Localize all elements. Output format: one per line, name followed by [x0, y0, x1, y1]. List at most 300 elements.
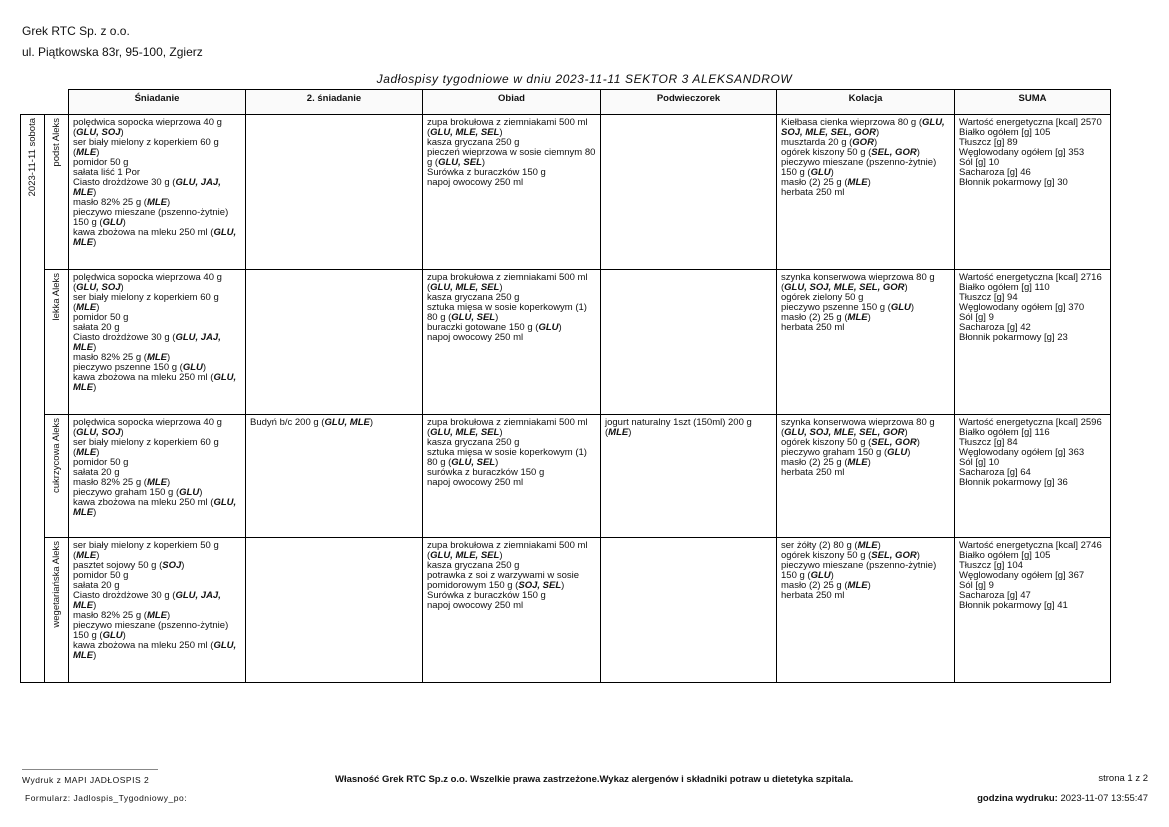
- menu-item-text: pieczywo mieszane (pszenno-żytnie) 150 g (: [781, 560, 937, 581]
- menu-item-line: [427, 601, 596, 611]
- diet-row: [21, 538, 1111, 683]
- menu-item-text: ): [93, 650, 97, 661]
- summary-cell: [955, 415, 1111, 538]
- allergen-code: MLE: [847, 580, 868, 591]
- menu-item-line: [427, 148, 596, 168]
- menu-item-text: ): [93, 382, 97, 393]
- menu-item-text: Tłuszcz [g] 84: [959, 437, 1018, 448]
- diet-row: [21, 415, 1111, 538]
- menu-item-text: ): [93, 187, 97, 198]
- menu-item-text: ogórek zielony 50 g: [781, 292, 864, 303]
- menu-item-text: ): [122, 217, 126, 228]
- menu-item-line: [73, 228, 241, 248]
- menu-item-text: ): [120, 127, 124, 138]
- menu-item-text: ): [96, 147, 100, 158]
- menu-item-text: szynka konserwowa wieprzowa 80 g (: [781, 417, 935, 438]
- diet-name-cell: [45, 115, 69, 270]
- diet-name: lekka Aleks: [50, 273, 62, 321]
- menu-item-text: ): [181, 560, 185, 571]
- meal-cell: [777, 538, 955, 683]
- menu-item-text: Sól [g] 10: [959, 457, 1000, 468]
- column-header-breakfast: Śniadanie: [69, 90, 246, 115]
- diet-name-cell: [45, 270, 69, 415]
- menu-item-text: ): [916, 550, 920, 561]
- menu-item-text: Wartość energetyczna [kcal] 2746: [959, 540, 1102, 551]
- menu-item-line: [959, 478, 1106, 488]
- column-header-lunch: Obiad: [423, 90, 601, 115]
- print-time-label: godzina wydruku:: [977, 793, 1058, 804]
- menu-item-text: pomidor 50 g: [73, 312, 129, 323]
- menu-item-text: masło 82% 25 g (: [73, 352, 147, 363]
- menu-item-text: ogórek kiszony 50 g (: [781, 437, 872, 448]
- menu-item-text: polędwica sopocka wieprzowa 40 g (: [73, 417, 222, 438]
- menu-item-text: Sacharoza [g] 46: [959, 167, 1031, 178]
- menu-item-text: ): [202, 362, 207, 373]
- menu-item-text: ): [904, 427, 908, 438]
- header-blank-date: [21, 90, 45, 115]
- meal-cell: [69, 115, 246, 270]
- menu-item-text: ): [93, 600, 97, 611]
- allergen-code: GLU, SOJ, MLE, SEL, GOR: [784, 282, 905, 293]
- allergen-code: MLE: [847, 312, 868, 323]
- menu-item-text: pieczeń wieprzowa w sosie ciemnym 80 g (: [427, 147, 596, 168]
- meal-cell: [246, 115, 423, 270]
- meal-cell: [246, 270, 423, 415]
- menu-item-text: kawa zbożowa na mleku 250 ml (: [73, 227, 214, 238]
- menu-item-text: Surówka z buraczków 150 g: [427, 590, 546, 601]
- menu-item-text: pieczywo graham 150 g (: [73, 487, 180, 498]
- meal-cell: [777, 270, 955, 415]
- meal-cell: [601, 270, 777, 415]
- menu-item-line: [781, 323, 950, 333]
- menu-item-text: ): [916, 147, 920, 158]
- allergen-code: MLE: [76, 302, 97, 313]
- menu-item-text: napoj owocowy 250 ml: [427, 177, 524, 188]
- menu-item-text: ): [873, 137, 878, 148]
- allergen-code: SEL, GOR: [871, 147, 917, 158]
- menu-item-text: ): [96, 550, 100, 561]
- menu-item-text: Białko ogółem [g] 110: [959, 282, 1050, 293]
- date-label: 2023-11-11 sobota: [26, 118, 38, 197]
- allergen-code: GLU: [182, 362, 203, 373]
- menu-item-text: Błonnik pokarmowy [g] 30: [959, 177, 1068, 188]
- menu-item-line: [427, 541, 596, 561]
- menu-item-text: sałata 20 g: [73, 580, 120, 591]
- menu-item-text: Sacharoza [g] 47: [959, 590, 1031, 601]
- menu-item-text: ): [910, 302, 915, 313]
- diet-name-cell: [45, 415, 69, 538]
- form-name: Formularz: Jadlospis_Tygodniowy_po:: [25, 793, 188, 803]
- menu-item-text: Sól [g] 9: [959, 580, 994, 591]
- meal-cell: [601, 538, 777, 683]
- allergen-code: GLU, SEL: [451, 457, 496, 468]
- menu-item-text: sałata liść 1 Por: [73, 167, 141, 178]
- allergen-code: MLE: [76, 147, 97, 158]
- menu-item-text: ): [495, 457, 499, 468]
- menu-item-text: ): [481, 157, 486, 168]
- allergen-code: GLU, SOJ: [76, 427, 121, 438]
- menu-item-text: pasztet sojowy 50 g (: [73, 560, 163, 571]
- menu-item-text: Ciasto drożdżowe 30 g (: [73, 177, 176, 188]
- summary-cell: [955, 538, 1111, 683]
- allergen-code: GLU, MLE, SEL: [430, 427, 500, 438]
- allergen-code: GLU, MLE, SEL: [430, 282, 500, 293]
- meal-cell: [423, 115, 601, 270]
- diet-name-cell: [45, 538, 69, 683]
- menu-item-text: Wartość energetyczna [kcal] 2716: [959, 272, 1102, 283]
- diet-name: podst Aleks: [50, 118, 62, 167]
- menu-item-line: [73, 641, 241, 661]
- menu-item-text: ): [904, 282, 908, 293]
- menu-item-text: sztuka mięsa w sosie koperkowym (1) 80 g (: [427, 447, 587, 468]
- allergen-code: MLE: [146, 477, 167, 488]
- menu-item-text: ): [867, 312, 871, 323]
- menu-item-line: [959, 333, 1106, 343]
- menu-item-text: ser żółty (2) 80 g (: [781, 540, 858, 551]
- menu-item-text: ): [628, 427, 632, 438]
- menu-item-text: masło (2) 25 g (: [781, 177, 848, 188]
- diet-name: wegetariańska Aleks: [50, 541, 62, 628]
- menu-item-text: jogurt naturalny 1szt (150ml) 200 g (: [605, 417, 752, 438]
- diet-row: [21, 270, 1111, 415]
- header-blank-diet: [45, 90, 69, 115]
- menu-item-line: [73, 208, 241, 228]
- meal-cell: [246, 538, 423, 683]
- allergen-code: MLE: [608, 427, 629, 438]
- menu-item-text: ): [876, 127, 880, 138]
- menu-item-text: Błonnik pokarmowy [g] 41: [959, 600, 1068, 611]
- menu-item-line: [427, 418, 596, 438]
- print-timestamp: [977, 793, 1148, 804]
- menu-item-text: Tłuszcz [g] 104: [959, 560, 1023, 571]
- menu-item-text: zupa brokułowa z ziemniakami 500 ml (: [427, 117, 588, 138]
- menu-item-text: ): [867, 457, 871, 468]
- menu-item-text: ser biały mielony z koperkiem 60 g (: [73, 292, 219, 313]
- meal-cell: [69, 415, 246, 538]
- menu-item-text: herbata 250 ml: [781, 187, 845, 198]
- menu-item-text: kasza gryczana 250 g: [427, 560, 520, 571]
- menu-item-line: [73, 293, 241, 313]
- allergen-code: GLU, SOJ, MLE, SEL, GOR: [781, 117, 945, 138]
- menu-item-line: [73, 333, 241, 353]
- menu-item-text: pieczywo pszenne 150 g (: [781, 302, 891, 313]
- menu-item-line: [427, 571, 596, 591]
- menu-item-text: ): [369, 417, 374, 428]
- menu-item-text: masło (2) 25 g (: [781, 457, 848, 468]
- allergen-code: GOR: [852, 137, 874, 148]
- menu-item-text: Sacharoza [g] 42: [959, 322, 1031, 333]
- menu-item-text: musztarda 20 g (: [781, 137, 853, 148]
- allergen-code: GLU: [890, 302, 911, 313]
- menu-item-text: masło 82% 25 g (: [73, 197, 147, 208]
- menu-item-text: Ciasto drożdżowe 30 g (: [73, 590, 176, 601]
- menu-item-text: ): [167, 352, 171, 363]
- column-header-row: [21, 90, 1111, 115]
- menu-item-text: zupa brokułowa z ziemniakami 500 ml (: [427, 272, 588, 293]
- menu-item-line: [73, 541, 241, 561]
- menu-item-text: ): [167, 610, 171, 621]
- menu-item-text: ): [499, 550, 503, 561]
- menu-item-line: [73, 373, 241, 393]
- column-header-second-breakfast: 2. śniadanie: [246, 90, 423, 115]
- menu-item-text: Sól [g] 10: [959, 157, 1000, 168]
- menu-item-text: potrawka z soi z warzywami w sosie pomidorowym 150 g (: [427, 570, 580, 591]
- menu-item-text: Błonnik pokarmowy [g] 36: [959, 477, 1068, 488]
- menu-item-text: ): [830, 167, 834, 178]
- page-number: strona 1 z 2: [1098, 773, 1148, 784]
- company-address: ul. Piątkowska 83r, 95-100, Zgierz: [22, 45, 203, 59]
- menu-item-text: Węglowodany ogółem [g] 370: [959, 302, 1085, 313]
- menu-item-text: ser biały mielony z koperkiem 50 g (: [73, 540, 219, 561]
- meal-cell: [777, 115, 955, 270]
- menu-item-line: [781, 158, 950, 178]
- menu-item-text: ): [199, 487, 203, 498]
- weekly-menu-table: [20, 89, 1111, 683]
- allergen-code: GLU, MLE: [73, 372, 237, 393]
- footer-rule: [22, 769, 158, 770]
- menu-item-text: Węglowodany ogółem [g] 353: [959, 147, 1085, 158]
- diet-name: cukrzycowa Aleks: [50, 418, 62, 493]
- menu-item-text: ): [499, 127, 503, 138]
- allergen-code: SOJ, SEL: [518, 580, 562, 591]
- column-header-sum: SUMA: [955, 90, 1111, 115]
- meal-cell: [69, 538, 246, 683]
- menu-item-text: ): [96, 447, 100, 458]
- menu-item-text: ): [93, 237, 97, 248]
- menu-item-text: Białko ogółem [g] 116: [959, 427, 1050, 438]
- menu-item-text: masło 82% 25 g (: [73, 477, 147, 488]
- allergen-code: MLE: [146, 610, 167, 621]
- menu-item-text: herbata 250 ml: [781, 590, 845, 601]
- allergen-code: GLU: [810, 167, 831, 178]
- menu-item-text: Węglowodany ogółem [g] 367: [959, 570, 1085, 581]
- menu-item-text: pieczywo graham 150 g (: [781, 447, 888, 458]
- company-name: Grek RTC Sp. z o.o.: [22, 24, 130, 38]
- date-cell: [21, 115, 45, 683]
- allergen-code: GLU: [179, 487, 200, 498]
- menu-item-text: pieczywo mieszane (pszenno-żytnie) 150 g (: [73, 207, 229, 228]
- menu-item-text: ): [907, 447, 911, 458]
- menu-item-text: ): [558, 322, 562, 333]
- allergen-code: GLU: [538, 322, 559, 333]
- menu-item-line: [427, 478, 596, 488]
- meal-cell: [423, 538, 601, 683]
- menu-item-text: ): [830, 570, 834, 581]
- allergen-code: MLE: [847, 457, 868, 468]
- menu-item-line: [73, 118, 241, 138]
- menu-item-text: kasza gryczana 250 g: [427, 292, 520, 303]
- menu-item-text: surówka z buraczków 150 g: [427, 467, 545, 478]
- menu-item-text: masło (2) 25 g (: [781, 312, 848, 323]
- menu-item-line: [427, 333, 596, 343]
- menu-item-text: Tłuszcz [g] 94: [959, 292, 1018, 303]
- allergen-code: GLU: [887, 447, 908, 458]
- menu-item-text: Budyń b/c 200 g (: [250, 417, 325, 428]
- menu-item-line: [781, 418, 950, 438]
- menu-item-line: [959, 601, 1106, 611]
- menu-item-text: ): [867, 580, 871, 591]
- menu-item-text: polędwica sopocka wieprzowa 40 g (: [73, 117, 222, 138]
- meal-cell: [246, 415, 423, 538]
- menu-item-line: [427, 118, 596, 138]
- print-source: Wydruk z MAPI JADŁOSPIS 2: [22, 775, 150, 785]
- menu-item-line: [427, 303, 596, 323]
- allergen-code: GLU, SOJ: [76, 282, 121, 293]
- meal-cell: [601, 115, 777, 270]
- menu-item-line: [73, 418, 241, 438]
- menu-item-line: [959, 178, 1106, 188]
- menu-item-text: ): [499, 282, 503, 293]
- menu-item-line: [73, 178, 241, 198]
- menu-item-text: ): [499, 427, 503, 438]
- menu-item-text: Białko ogółem [g] 105: [959, 127, 1051, 138]
- allergen-code: GLU, MLE: [73, 227, 237, 248]
- allergen-code: MLE: [76, 550, 97, 561]
- menu-item-text: Białko ogółem [g] 105: [959, 550, 1051, 561]
- menu-item-text: ): [167, 477, 171, 488]
- menu-item-text: ): [167, 197, 171, 208]
- rights-notice: Własność Grek RTC Sp.z o.o. Wszelkie prawa zastrzeżone.Wykaz alergenów i składniki potraw u dietetyka szpitala.: [335, 774, 854, 785]
- meal-cell: [601, 415, 777, 538]
- menu-item-text: ): [93, 342, 97, 353]
- menu-item-line: [73, 498, 241, 518]
- menu-item-line: [73, 138, 241, 158]
- allergen-code: GLU, JAJ, MLE: [73, 332, 221, 353]
- allergen-code: MLE: [146, 352, 167, 363]
- menu-item-line: [781, 591, 950, 601]
- menu-item-text: Wartość energetyczna [kcal] 2570: [959, 117, 1102, 128]
- menu-item-text: ): [561, 580, 565, 591]
- meal-cell: [423, 270, 601, 415]
- menu-item-text: sałata 20 g: [73, 467, 120, 478]
- menu-item-line: [781, 273, 950, 293]
- allergen-code: MLE: [847, 177, 868, 188]
- menu-item-text: polędwica sopocka wieprzowa 40 g (: [73, 272, 222, 293]
- allergen-code: GLU, MLE: [73, 640, 237, 661]
- allergen-code: SEL, GOR: [871, 437, 917, 448]
- menu-item-text: herbata 250 ml: [781, 322, 845, 333]
- allergen-code: GLU, MLE: [73, 497, 237, 518]
- menu-item-text: pieczywo mieszane (pszenno-żytnie) 150 g (: [73, 620, 229, 641]
- menu-item-text: pieczywo mieszane (pszenno-żytnie) 150 g (: [781, 157, 937, 178]
- menu-item-text: napoj owocowy 250 ml: [427, 600, 524, 611]
- allergen-code: GLU, SEL: [438, 157, 482, 168]
- menu-item-text: zupa brokułowa z ziemniakami 500 ml (: [427, 417, 588, 438]
- allergen-code: GLU, SOJ, MLE, SEL, GOR: [784, 427, 905, 438]
- menu-item-line: [250, 418, 418, 428]
- menu-item-text: sztuka mięsa w sosie koperkowym (1) 80 g (: [427, 302, 587, 323]
- menu-item-text: pomidor 50 g: [73, 457, 129, 468]
- menu-item-line: [781, 468, 950, 478]
- meal-cell: [69, 270, 246, 415]
- menu-item-text: Tłuszcz [g] 89: [959, 137, 1018, 148]
- menu-item-text: buraczki gotowane 150 g (: [427, 322, 539, 333]
- menu-item-text: Sól [g] 9: [959, 312, 994, 323]
- column-header-supper: Kolacja: [777, 90, 955, 115]
- menu-item-text: Wartość energetyczna [kcal] 2596: [959, 417, 1102, 428]
- menu-item-text: Ciasto drożdżowe 30 g (: [73, 332, 176, 343]
- menu-item-line: [427, 178, 596, 188]
- allergen-code: GLU, MLE, SEL: [430, 550, 500, 561]
- allergen-code: MLE: [76, 447, 97, 458]
- menu-item-text: zupa brokułowa z ziemniakami 500 ml (: [427, 540, 588, 561]
- menu-item-text: ): [877, 540, 881, 551]
- menu-item-text: ser biały mielony z koperkiem 60 g (: [73, 137, 219, 158]
- menu-item-text: ogórek kiszony 50 g (: [781, 550, 872, 561]
- menu-item-text: napoj owocowy 250 ml: [427, 332, 524, 343]
- menu-item-text: kawa zbożowa na mleku 250 ml (: [73, 497, 214, 508]
- allergen-code: GLU: [102, 630, 123, 641]
- menu-item-text: herbata 250 ml: [781, 467, 845, 478]
- menu-item-text: Węglowodany ogółem [g] 363: [959, 447, 1085, 458]
- menu-item-text: Sacharoza [g] 64: [959, 467, 1031, 478]
- menu-item-line: [73, 273, 241, 293]
- menu-item-line: [781, 188, 950, 198]
- allergen-code: GLU, JAJ, MLE: [73, 177, 221, 198]
- allergen-code: GLU, SOJ: [76, 127, 121, 138]
- allergen-code: MLE: [857, 540, 878, 551]
- menu-item-text: ogórek kiszony 50 g (: [781, 147, 872, 158]
- menu-item-text: ): [93, 507, 97, 518]
- menu-item-text: sałata 20 g: [73, 322, 120, 333]
- menu-item-text: Błonnik pokarmowy [g] 23: [959, 332, 1068, 343]
- allergen-code: GLU, MLE, SEL: [430, 127, 500, 138]
- menu-item-line: [605, 418, 772, 438]
- menu-item-text: pieczywo pszenne 150 g (: [73, 362, 183, 373]
- summary-cell: [955, 270, 1111, 415]
- diet-row: [21, 115, 1111, 270]
- menu-item-text: szynka konserwowa wieprzowa 80 g (: [781, 272, 935, 293]
- menu-item-text: Kiełbasa cienka wieprzowa 80 g (: [781, 117, 922, 128]
- document-title: Jadłospisy tygodniowe w dniu 2023-11-11 SEKTOR 3 ALEKSANDROW: [376, 72, 793, 86]
- menu-item-line: [781, 561, 950, 581]
- menu-item-line: [781, 118, 950, 138]
- menu-item-text: kawa zbożowa na mleku 250 ml (: [73, 640, 214, 651]
- menu-item-text: pomidor 50 g: [73, 157, 129, 168]
- menu-item-text: ): [916, 437, 920, 448]
- menu-item-line: [73, 591, 241, 611]
- menu-item-text: masło (2) 25 g (: [781, 580, 848, 591]
- menu-item-text: pomidor 50 g: [73, 570, 129, 581]
- allergen-code: SEL, GOR: [871, 550, 917, 561]
- column-header-afternoon-snack: Podwieczorek: [601, 90, 777, 115]
- menu-item-text: kasza gryczana 250 g: [427, 437, 520, 448]
- menu-item-text: ): [122, 630, 126, 641]
- menu-item-text: ): [867, 177, 871, 188]
- allergen-code: GLU, JAJ, MLE: [73, 590, 221, 611]
- menu-item-text: ): [120, 427, 124, 438]
- allergen-code: SOJ: [162, 560, 182, 571]
- print-time-value: 2023-11-07 13:55:47: [1060, 793, 1148, 804]
- allergen-code: GLU: [810, 570, 831, 581]
- menu-item-text: ): [120, 282, 124, 293]
- meal-cell: [777, 415, 955, 538]
- menu-item-line: [427, 273, 596, 293]
- menu-item-text: napoj owocowy 250 ml: [427, 477, 524, 488]
- menu-item-text: Surówka z buraczków 150 g: [427, 167, 546, 178]
- menu-item-text: ): [96, 302, 100, 313]
- menu-item-text: kawa zbożowa na mleku 250 ml (: [73, 372, 214, 383]
- menu-item-text: kasza gryczana 250 g: [427, 137, 520, 148]
- allergen-code: GLU, MLE: [324, 417, 370, 428]
- menu-item-text: ser biały mielony z koperkiem 60 g (: [73, 437, 219, 458]
- menu-item-line: [73, 621, 241, 641]
- menu-item-text: masło 82% 25 g (: [73, 610, 147, 621]
- menu-body: [21, 115, 1111, 683]
- menu-item-line: [427, 448, 596, 468]
- allergen-code: MLE: [146, 197, 167, 208]
- allergen-code: GLU: [102, 217, 123, 228]
